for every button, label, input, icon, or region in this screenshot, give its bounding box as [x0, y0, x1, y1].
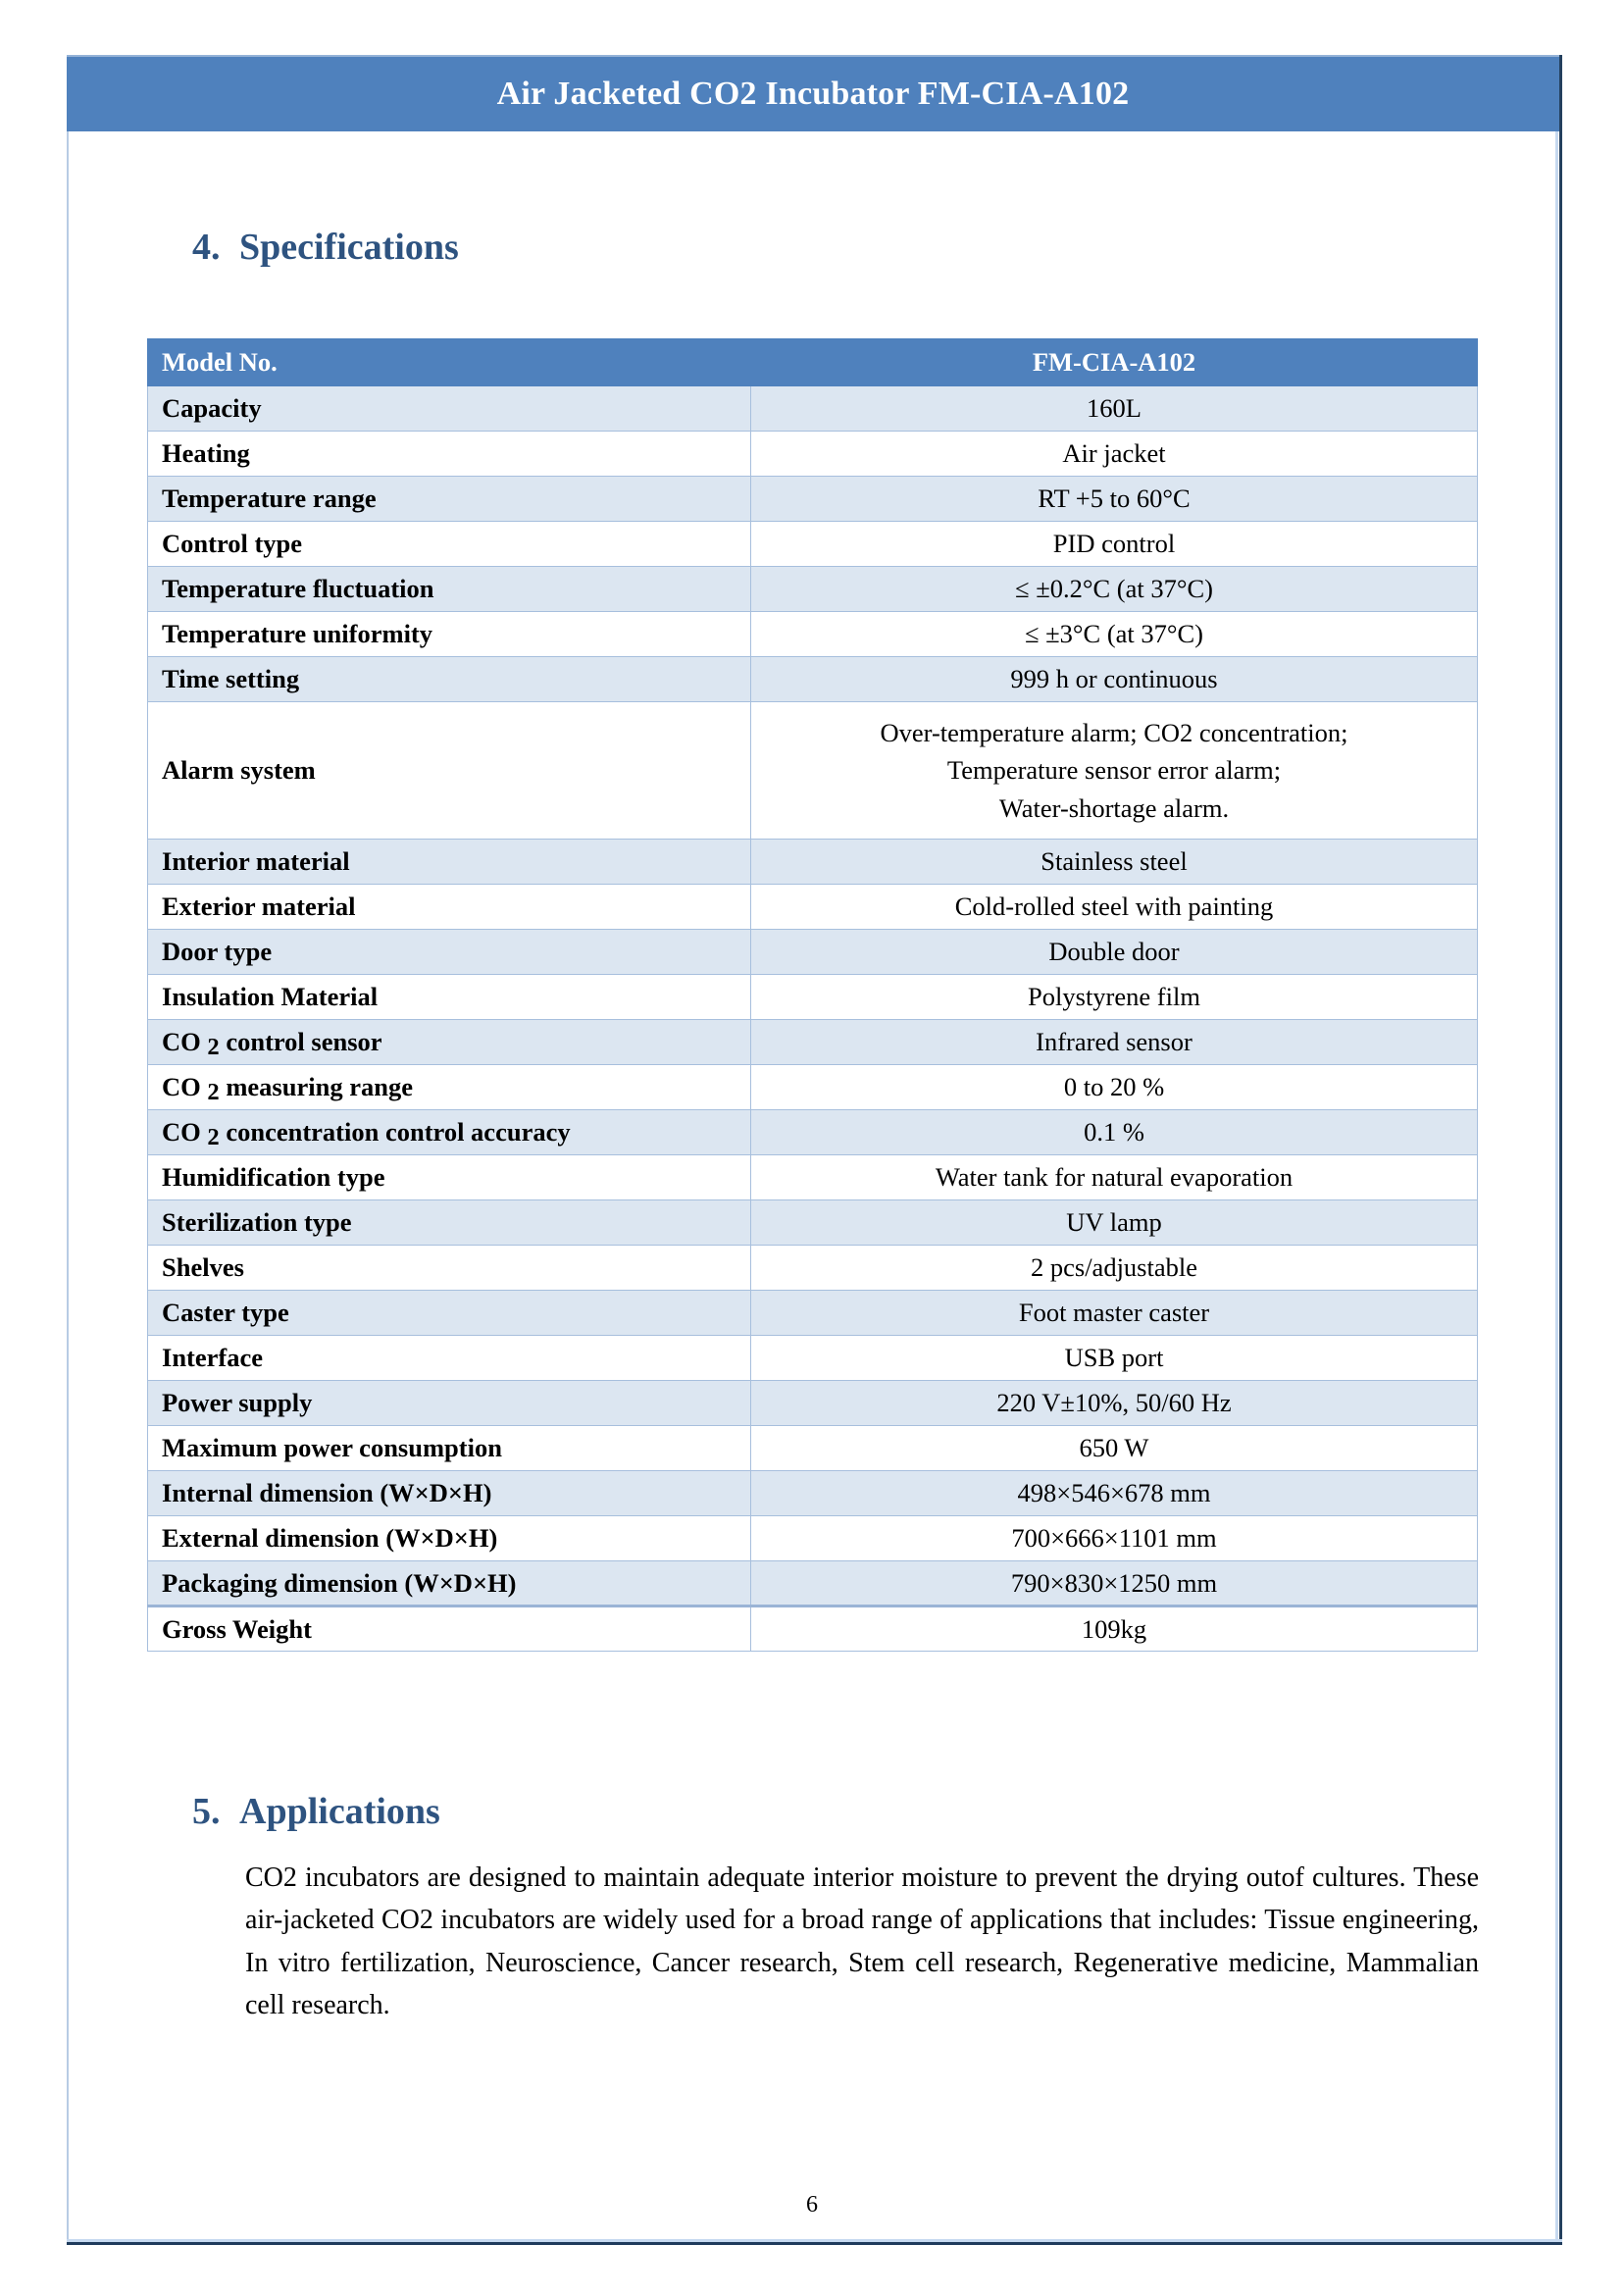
- table-row: [148, 1155, 1478, 1200]
- table-row: [148, 522, 1478, 567]
- table-row: [148, 1110, 1478, 1155]
- table-row: [148, 1291, 1478, 1336]
- spec-label: Time setting: [148, 657, 751, 702]
- section-heading-applications: [192, 1790, 440, 1833]
- table-row: [148, 1471, 1478, 1516]
- spec-value: RT +5 to 60°C: [751, 477, 1478, 522]
- specifications-table: [147, 338, 1478, 1652]
- spec-value: 0 to 20 %: [751, 1065, 1478, 1110]
- spec-value: 650 W: [751, 1426, 1478, 1471]
- page-border-right-inner: [1559, 55, 1562, 2244]
- table-row: [148, 1426, 1478, 1471]
- table-row: [148, 1561, 1478, 1606]
- spec-label: Maximum power consumption: [148, 1426, 751, 1471]
- table-row: [148, 1381, 1478, 1426]
- spec-label: Interface: [148, 1336, 751, 1381]
- spec-label: Capacity: [148, 386, 751, 432]
- column-header-model-no: Model No.: [148, 339, 751, 386]
- spec-value: Infrared sensor: [751, 1020, 1478, 1065]
- table-row: [148, 1516, 1478, 1561]
- table-row: [148, 386, 1478, 432]
- spec-value: 498×546×678 mm: [751, 1471, 1478, 1516]
- spec-value: ≤ ±0.2°C (at 37°C): [751, 567, 1478, 612]
- table-row: [148, 1065, 1478, 1110]
- spec-value: Over-temperature alarm; CO2 concentration; Temperature sensor error alarm; Water-shortage alarm.: [751, 702, 1478, 840]
- table-row: [148, 657, 1478, 702]
- spec-label: Control type: [148, 522, 751, 567]
- spec-value: PID control: [751, 522, 1478, 567]
- spec-value: ≤ ±3°C (at 37°C): [751, 612, 1478, 657]
- table-row: [148, 432, 1478, 477]
- table-row: [148, 567, 1478, 612]
- spec-label: Sterilization type: [148, 1200, 751, 1246]
- table-row: [148, 1246, 1478, 1291]
- spec-value: 0.1 %: [751, 1110, 1478, 1155]
- section-title-specifications: Specifications: [239, 227, 459, 268]
- table-row: [148, 885, 1478, 930]
- spec-value: Stainless steel: [751, 840, 1478, 885]
- spec-value: 220 V±10%, 50/60 Hz: [751, 1381, 1478, 1426]
- specifications-table-head: [148, 339, 1478, 386]
- spec-label: CO 2 concentration control accuracy: [148, 1110, 751, 1155]
- table-row: [148, 930, 1478, 975]
- section-heading-specifications: [192, 226, 459, 269]
- section-title-applications: Applications: [239, 1791, 440, 1832]
- spec-label: CO 2 control sensor: [148, 1020, 751, 1065]
- table-row: [148, 477, 1478, 522]
- column-header-model-value: FM-CIA-A102: [751, 339, 1478, 386]
- spec-value: Polystyrene film: [751, 975, 1478, 1020]
- spec-value: Air jacket: [751, 432, 1478, 477]
- table-row: [148, 1020, 1478, 1065]
- table-row: [148, 840, 1478, 885]
- spec-label: Caster type: [148, 1291, 751, 1336]
- spec-label: Heating: [148, 432, 751, 477]
- spec-label: Shelves: [148, 1246, 751, 1291]
- spec-label: Power supply: [148, 1381, 751, 1426]
- spec-label: External dimension (W×D×H): [148, 1516, 751, 1561]
- spec-label: Interior material: [148, 840, 751, 885]
- spec-value: Foot master caster: [751, 1291, 1478, 1336]
- spec-value: Double door: [751, 930, 1478, 975]
- spec-label: Packaging dimension (W×D×H): [148, 1561, 751, 1606]
- spec-value: USB port: [751, 1336, 1478, 1381]
- table-row: [148, 612, 1478, 657]
- table-row: [148, 975, 1478, 1020]
- spec-label: Exterior material: [148, 885, 751, 930]
- document-title: Air Jacketed CO2 Incubator FM-CIA-A102: [496, 76, 1130, 112]
- page-number: 6: [806, 2192, 818, 2218]
- spec-value: 700×666×1101 mm: [751, 1516, 1478, 1561]
- spec-value: Cold-rolled steel with painting: [751, 885, 1478, 930]
- document-header-banner: [67, 55, 1559, 131]
- spec-value: 999 h or continuous: [751, 657, 1478, 702]
- spec-label: CO 2 measuring range: [148, 1065, 751, 1110]
- table-row: [148, 1336, 1478, 1381]
- spec-label: Insulation Material: [148, 975, 751, 1020]
- spec-label: Temperature uniformity: [148, 612, 751, 657]
- spec-label: Alarm system: [148, 702, 751, 840]
- spec-value: 2 pcs/adjustable: [751, 1246, 1478, 1291]
- table-row: [148, 1200, 1478, 1246]
- spec-label: Temperature range: [148, 477, 751, 522]
- spec-label: Internal dimension (W×D×H): [148, 1471, 751, 1516]
- table-header-row: [148, 339, 1478, 386]
- spec-value: 790×830×1250 mm: [751, 1561, 1478, 1606]
- spec-value: 109kg: [751, 1606, 1478, 1652]
- specifications-table-body: [148, 386, 1478, 1652]
- page-border-right-outer: [1555, 55, 1558, 2244]
- page-border-bottom: [67, 2242, 1562, 2245]
- spec-label: Humidification type: [148, 1155, 751, 1200]
- section-number-specifications: 4.: [192, 227, 221, 268]
- applications-paragraph: CO2 incubators are designed to maintain adequate interior moisture to prevent the drying outof cultures. These air-jacketed CO2 incubators are widely used for a broad range of applications that includes: Tissue engineering, In vitro fertilization, Neuroscience, Cancer research, Stem cell research, Regenerative medicine, Mammalian cell research.: [245, 1862, 1479, 2021]
- page-border-left: [67, 55, 69, 2244]
- spec-label: Gross Weight: [148, 1606, 751, 1652]
- spec-value: Water tank for natural evaporation: [751, 1155, 1478, 1200]
- spec-label: Temperature fluctuation: [148, 567, 751, 612]
- spec-value: UV lamp: [751, 1200, 1478, 1246]
- spec-value: 160L: [751, 386, 1478, 432]
- section-number-applications: 5.: [192, 1791, 221, 1832]
- spec-label: Door type: [148, 930, 751, 975]
- table-row: [148, 702, 1478, 840]
- table-row: [148, 1606, 1478, 1652]
